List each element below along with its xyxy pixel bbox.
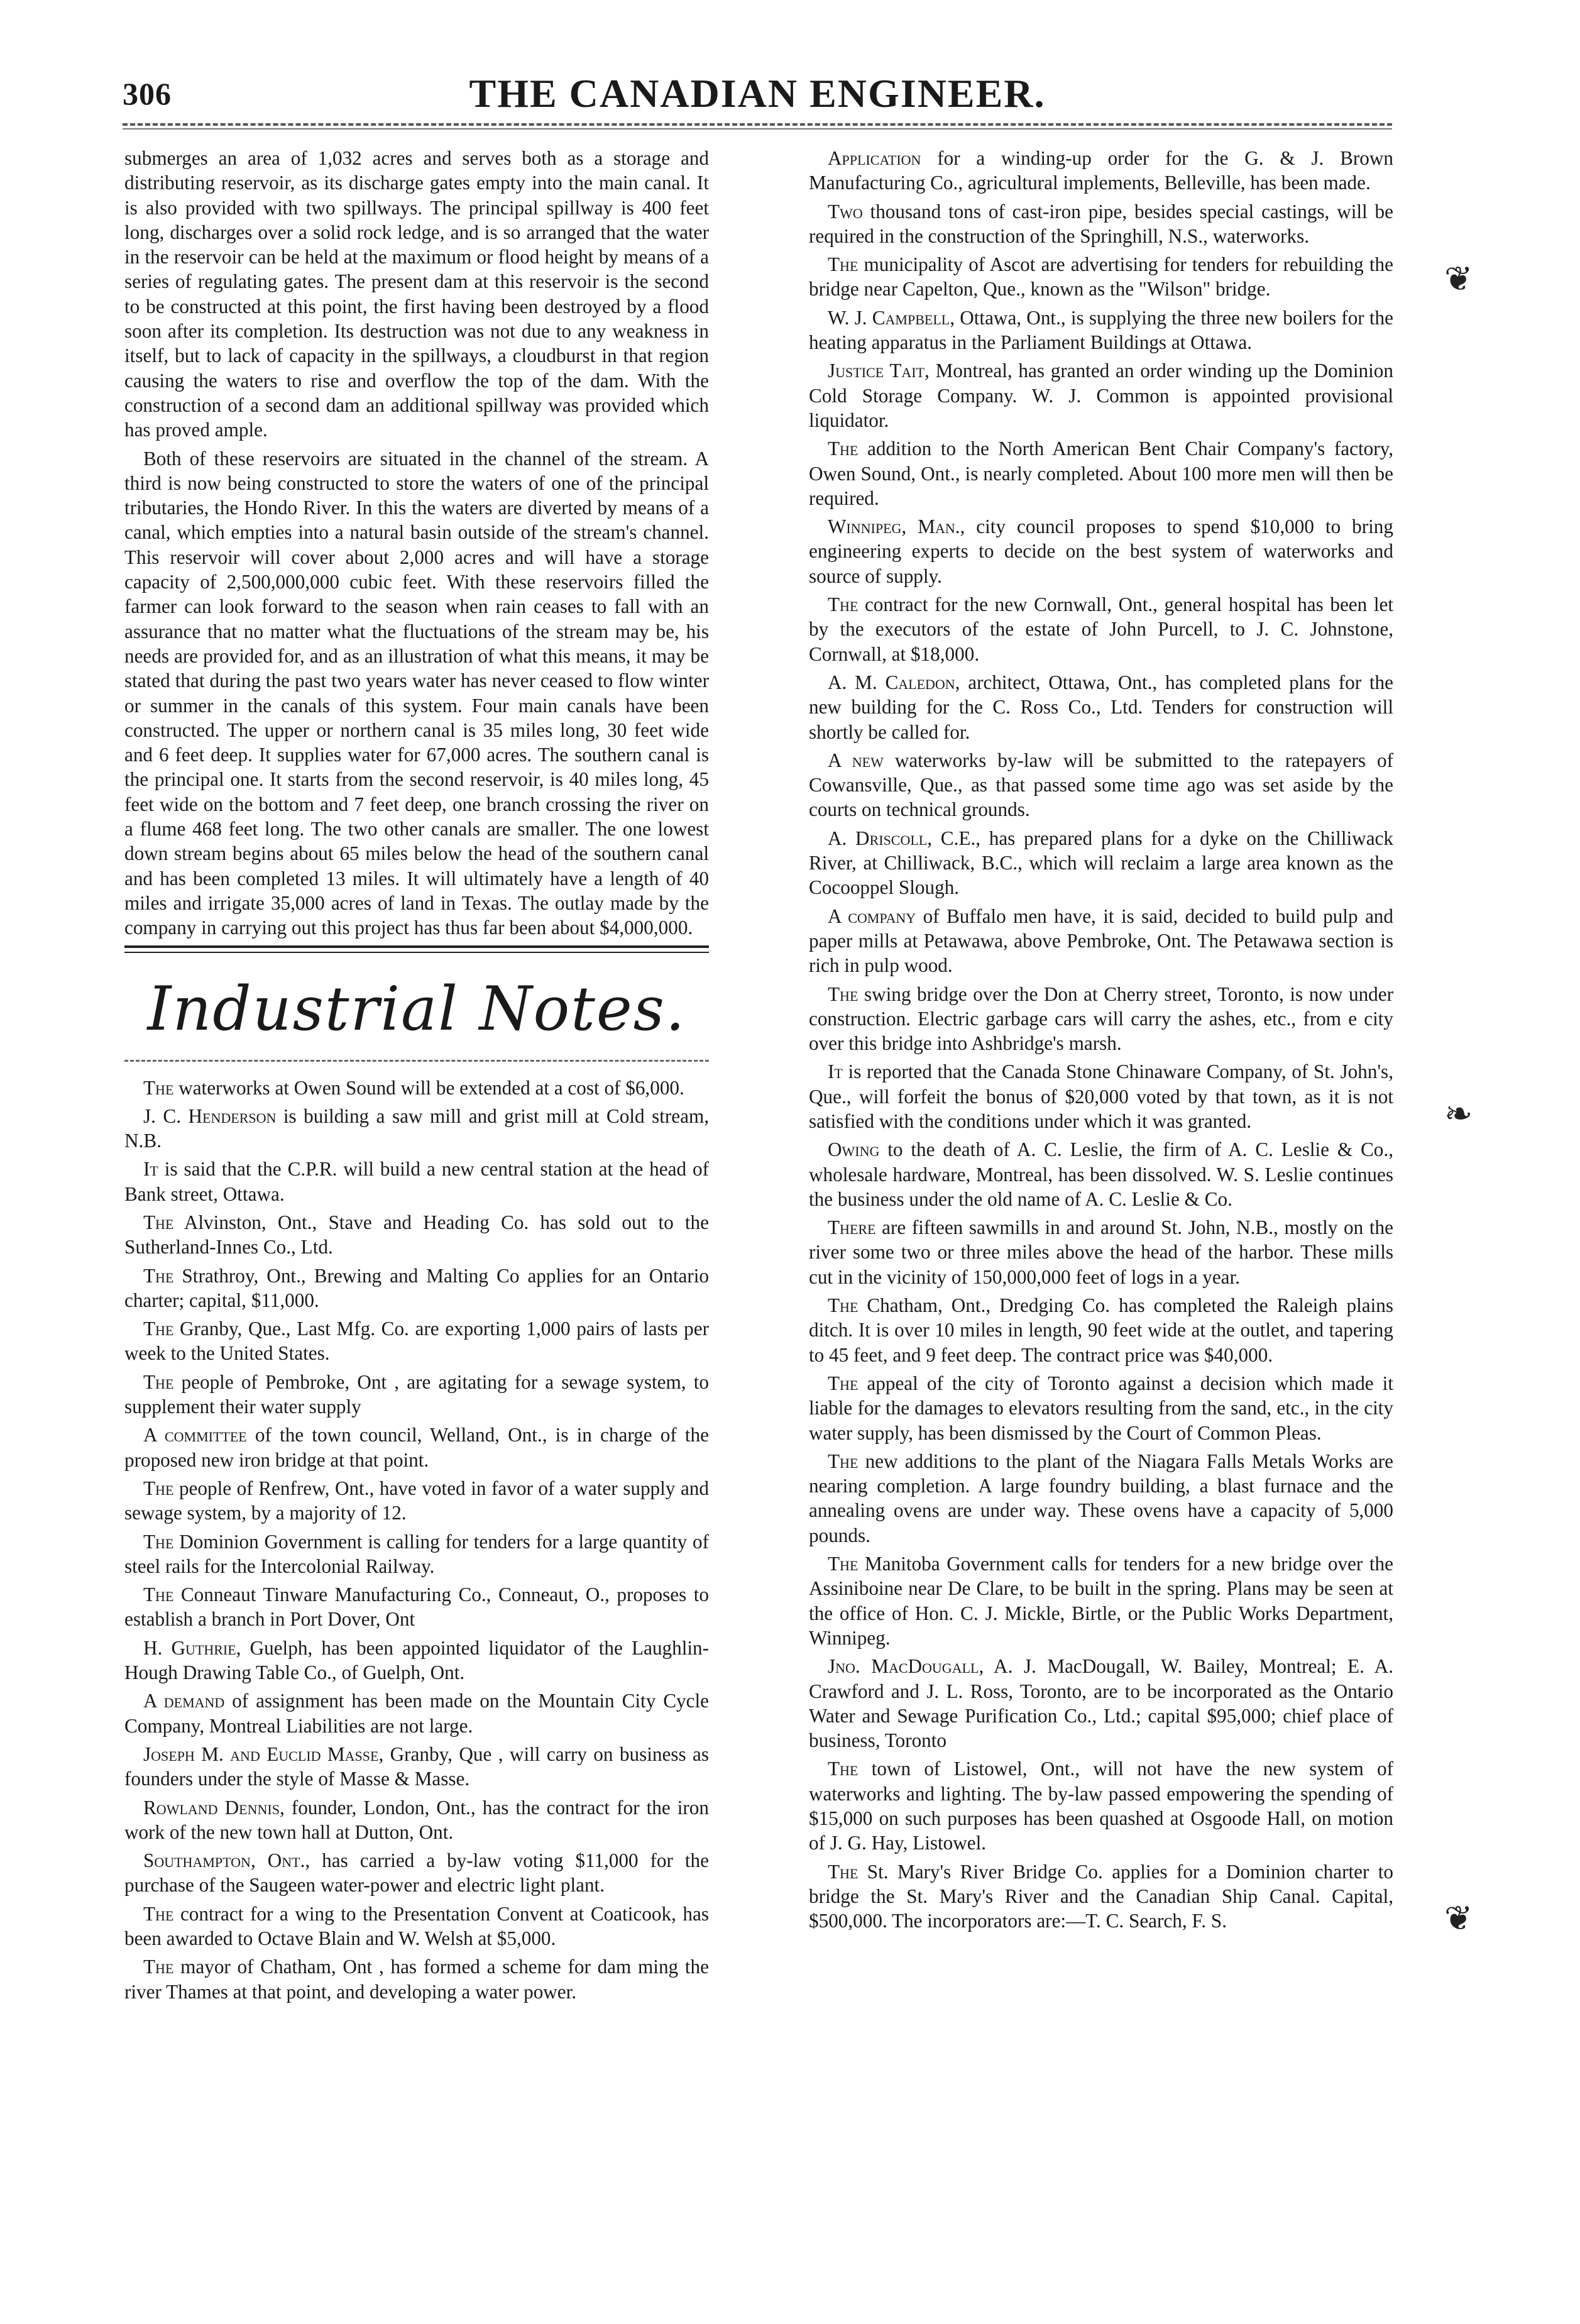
scroll-ornament-icon: ❦ <box>1444 259 1473 299</box>
note-lead: Southampton, Ont. <box>143 1849 305 1872</box>
header-rule <box>123 123 1392 126</box>
news-note <box>809 1551 1393 1650</box>
note-lead: The <box>828 438 859 460</box>
note-lead: J. C. Henderson <box>143 1104 277 1127</box>
note-lead: The <box>143 1477 174 1499</box>
news-note <box>809 436 1393 510</box>
note-lead: The <box>143 1530 174 1553</box>
article-paragraph: submerges an area of 1,032 acres and serves both as a storage and distributing reservoir, as its discharge gates empty into the main canal. It is also provided with two spillways. The principal spillway is 400 feet long, discharges over a solid rock ledge, and is so arranged that the water in the reservoir can be held at the maximum or flood height by means of a series of regulating gates. The present dam at this reservoir is the second to be constructed at this point, the first having been destroyed by a flood soon after its completion. Its destruction was not due to any weakness in itself, but to lack of capacity in the spillways, a cloudburst in that region causing the waters to rise and overflow the top of the dam. With the construction of a second dam an additional spillway was provided which has proved ample. <box>124 147 709 441</box>
news-note <box>124 1902 709 1951</box>
note-text: , city council proposes to spend $10,000 to bring engineering experts to decide on the best system of waterworks and source of supply. <box>809 515 1393 587</box>
note-text: Alvinston, Ont., Stave and Heading Co. has sold out to the Sutherland-Innes Co., Ltd. <box>124 1211 709 1258</box>
note-text: thousand tons of cast-iron pipe, besides special castings, will be required in the construction of the Springhill, N.S., waterworks. <box>809 200 1393 247</box>
news-note <box>124 1423 709 1472</box>
note-text: Granby, Que., Last Mfg. Co. are exporting 1,000 pairs of lasts per week to the United States. <box>124 1318 709 1365</box>
note-text: is building a saw mill and grist mill at Cold stream, N.B. <box>124 1104 709 1152</box>
news-note <box>809 826 1393 900</box>
section-rule <box>124 945 709 948</box>
right-column <box>809 146 1393 1937</box>
news-note <box>809 1059 1393 1133</box>
note-text: , architect, Ottawa, Ont., has completed plans for the new building for the C. Ross Co., Ltd. Tenders for construction will shortly be called for. <box>809 671 1393 743</box>
journal-title: THE CANADIAN ENGINEER. <box>469 71 1046 116</box>
note-lead: Justice Tait <box>828 360 925 382</box>
note-lead: A. M. Caledon <box>828 671 955 693</box>
news-note <box>124 1104 709 1154</box>
note-lead: The <box>143 1956 174 1978</box>
note-lead: It <box>143 1158 158 1181</box>
news-note <box>809 1215 1393 1289</box>
section-rule-thin <box>124 952 709 953</box>
section-divider <box>124 1060 709 1062</box>
note-text: appeal of the city of Toronto against a decision which made it liable for the damages to elevators resulting from the sand, etc., in the city water supply, has been dismissed by the Court of Common Pleas. <box>809 1372 1393 1444</box>
note-lead: The <box>143 1902 174 1925</box>
news-note <box>809 592 1393 666</box>
note-text: Conneaut Tinware Manufacturing Co., Conneaut, O., proposes to establish a branch in Port Dover, Ont <box>124 1583 709 1631</box>
note-text: Manitoba Government calls for tenders for a new bridge over the Assiniboine near De Clare, to be built in the spring. Plans may be seen at the office of Hon. C. J. Mickle, Birtle, or the Public Works Department, Winnipeg. <box>809 1553 1393 1649</box>
note-lead: The <box>828 1553 859 1575</box>
note-text: addition to the North American Bent Chair Company's factory, Owen Sound, Ont., is nearly completed. About 100 more men will then be required. <box>809 438 1393 509</box>
note-text: are fifteen sawmills in and around St. John, N.B., mostly on the river some two or three miles above the head of the harbor. These mills cut in the vicinity of 150,000,000 feet of logs in a year. <box>809 1216 1393 1288</box>
note-lead: The <box>143 1370 174 1393</box>
note-lead: Joseph M. and Euclid Masse <box>143 1743 379 1765</box>
note-text: to the death of A. C. Leslie, the firm of A. C. Leslie & Co., wholesale hardware, Montreal, has been dissolved. W. S. Leslie continues the business under the old name of A. C. Leslie & Co. <box>809 1138 1393 1210</box>
note-text: contract for a wing to the Presentation Convent at Coaticook, has been awarded to Octave Blain and W. Welsh at $5,000. <box>124 1902 709 1949</box>
news-note <box>809 748 1393 822</box>
industrial-notes-list <box>124 1076 709 2004</box>
note-text: of the town council, Welland, Ont., is in charge of the proposed new iron bridge at that point. <box>124 1424 709 1471</box>
note-lead: The <box>143 1318 174 1340</box>
note-lead: There <box>828 1216 876 1239</box>
news-note <box>124 1742 709 1792</box>
news-note <box>809 904 1393 978</box>
note-text: , A. J. MacDougall, W. Bailey, Montreal; E. A. Crawford and J. L. Ross, Toronto, are to be incorporated as the Ontario Water and Sewage Purification Co., Ltd.; capital $95,000; chief place of business, Toronto <box>809 1655 1393 1752</box>
news-note <box>124 1529 709 1579</box>
note-lead: A committee <box>143 1424 247 1446</box>
news-note <box>809 358 1393 432</box>
news-note <box>124 1316 709 1366</box>
note-text: new additions to the plant of the Niagara Falls Metals Works are nearing completion. A large foundry building, a blast furnace and the annealing ovens are under way. These ovens have a capacity of 5,000 pounds. <box>809 1450 1393 1546</box>
news-note <box>809 306 1393 355</box>
note-text: of assignment has been made on the Mountain City Cycle Company, Montreal Liabilities are not large. <box>124 1690 709 1737</box>
note-text: is reported that the Canada Stone Chinaware Company, of St. John's, Que., will forfeit the bonus of $20,000 voted by that town, as it is not satisfied with the conditions under which it was granted. <box>809 1060 1393 1132</box>
news-note <box>809 514 1393 588</box>
news-note <box>124 1954 709 2004</box>
news-note <box>124 1848 709 1898</box>
note-text: contract for the new Cornwall, Ont., general hospital has been let by the executors of the estate of John Purcell, to J. C. Johnstone, Cornwall, at $18,000. <box>809 593 1393 665</box>
note-text: is said that the C.P.R. will build a new central station at the head of Bank street, Ottawa. <box>124 1158 709 1205</box>
note-lead: The <box>828 253 859 276</box>
note-text: people of Pembroke, Ont , are agitating for a sewage system, to supplement their water supply <box>124 1370 709 1418</box>
note-text: , Ottawa, Ont., is supplying the three new boilers for the heating apparatus in the Parliament Buildings at Ottawa. <box>809 306 1393 354</box>
note-lead: W. J. Campbell <box>828 306 950 329</box>
news-note <box>124 1210 709 1260</box>
news-note <box>809 1756 1393 1855</box>
note-lead: Application <box>828 147 921 169</box>
news-note <box>809 252 1393 302</box>
news-note <box>809 1371 1393 1445</box>
section-title: Industrial Notes. <box>147 973 686 1044</box>
article-paragraph: Both of these reservoirs are situated in the channel of the stream. A third is now being constructed to store the waters of one of the principal tributaries, the Hondo River. In this the waters are diverted by means of a canal, which empties into a natural basin outside of the stream's channel. This reservoir will cover about 2,000 acres and will have a storage capacity of 2,500,000,000 cubic feet. With these reservoirs filled the farmer can look forward to the season when rain ceases to fall with an assurance that no matter what the fluctuations of the stream may be, his needs are provided for, and as an illustration of what this means, it may be stated that during the past two years water has never ceased to flow winter or summer in the canals of this system. Four main canals have been constructed. The upper or northern canal is 35 miles long, 30 feet wide and 6 feet deep. It supplies water for 67,000 acres. The southern canal is the principal one. It starts from the second reservoir, is 40 miles long, 45 feet wide on the bottom and 7 feet deep, one branch crossing the river on a flume 468 feet long. The two other canals are smaller. The one lowest down stream begins about 65 miles below the head of the southern canal and has been completed 13 miles. It will ultimately have a length of 40 miles and irrigate 35,000 acres of land in Texas. The outlay made by the company in carrying out this project has thus far been about $4,000,000. <box>124 447 709 939</box>
news-note <box>124 1157 709 1206</box>
news-note <box>124 1636 709 1685</box>
note-lead: The <box>828 1758 859 1780</box>
note-lead: Rowland Dennis <box>143 1796 280 1819</box>
note-lead: The <box>143 1076 174 1099</box>
note-text: people of Renfrew, Ont., have voted in favor of a water supply and sewage system, by a majority of 12. <box>124 1477 709 1524</box>
note-text: , Montreal, has granted an order winding up the Dominion Cold Storage Company. W. J. Common is appointed provisional liquidator. <box>809 360 1393 431</box>
note-lead: Owing <box>828 1138 880 1161</box>
note-text: of Buffalo men have, it is said, decided to build pulp and paper mills at Petawawa, above Pembroke, Ont. The Petawawa section is rich in pulp wood. <box>809 905 1393 977</box>
note-lead: The <box>828 593 859 616</box>
note-lead: The <box>143 1211 174 1233</box>
note-lead: A company <box>828 905 916 927</box>
news-note <box>124 1795 709 1845</box>
note-lead: A. Driscoll <box>828 827 928 849</box>
note-lead: It <box>828 1060 843 1083</box>
note-lead: The <box>828 1860 859 1883</box>
note-lead: Jno. MacDougall <box>828 1655 979 1678</box>
note-lead: A demand <box>143 1690 225 1712</box>
news-note <box>809 199 1393 249</box>
news-note <box>124 1370 709 1419</box>
note-lead: The <box>143 1264 174 1287</box>
note-text: , founder, London, Ont., has the contract for the iron work of the new town hall at Dutton, Ont. <box>124 1796 709 1843</box>
header-rule-thin <box>123 128 1392 129</box>
note-text: municipality of Ascot are advertising for tenders for rebuilding the bridge near Capelton, Que., known as the "Wilson" bridge. <box>809 253 1393 300</box>
scroll-ornament-icon: ❦ <box>1444 1898 1473 1938</box>
note-text: waterworks by-law will be submitted to the ratepayers of Cowansville, Que., as that passed some time ago was set aside by the courts on technical grounds. <box>809 749 1393 821</box>
note-text: town of Listowel, Ont., will not have the new system of waterworks and lighting. The by-law passed empowering the spending of $15,000 on such purposes has been quashed at Osgoode Hall, on motion of J. G. Hay, Listowel. <box>809 1758 1393 1854</box>
note-lead: Winnipeg, Man. <box>828 515 960 538</box>
news-note <box>124 1582 709 1632</box>
news-note <box>124 1264 709 1313</box>
note-lead: The <box>828 983 859 1005</box>
note-lead: The <box>828 1450 859 1472</box>
note-lead: A new <box>828 749 884 771</box>
page-header <box>123 70 1392 127</box>
news-note <box>124 1076 709 1100</box>
note-text: mayor of Chatham, Ont , has formed a scheme for dam ming the river Thames at that point, and developing a water power. <box>124 1956 709 2003</box>
note-text: , Granby, Que , will carry on business as founders under the style of Masse & Masse. <box>124 1743 709 1790</box>
note-text: Dominion Government is calling for tenders for a large quantity of steel rails for the Intercolonial Railway. <box>124 1530 709 1577</box>
news-note <box>809 1137 1393 1211</box>
news-note <box>809 146 1393 196</box>
page-number: 306 <box>123 76 172 111</box>
news-note <box>809 1654 1393 1753</box>
note-text: swing bridge over the Don at Cherry street, Toronto, is now under construction. Electric garbage cars will carry the ashes, etc., from e city over this bridge into Ashbridge's marsh. <box>809 983 1393 1055</box>
news-note <box>124 1688 709 1738</box>
note-lead: The <box>828 1294 859 1317</box>
note-text: , C.E., has prepared plans for a dyke on the Chilliwack River, at Chilliwack, B.C., which will reclaim a large area known as the Cocooppel Slough. <box>809 827 1393 899</box>
note-text: St. Mary's River Bridge Co. applies for a Dominion charter to bridge the St. Mary's River and the Canadian Ship Canal. Capital, $500,000. The incorporators are:—T. C. Search, F. S. <box>809 1860 1393 1932</box>
news-note <box>809 670 1393 744</box>
news-note <box>124 1476 709 1526</box>
note-text: , Guelph, has been appointed liquidator of the Laughlin-Hough Drawing Table Co., of Guelph, Ont. <box>124 1636 709 1684</box>
scroll-ornament-icon: ❧ <box>1444 1094 1473 1133</box>
note-text: Chatham, Ont., Dredging Co. has completed the Raleigh plains ditch. It is over 10 miles in length, 90 feet wide at the outlet, and tapering to 45 feet, and 9 feet deep. The contract price was $40,000. <box>809 1294 1393 1366</box>
industrial-notes-list-continued <box>809 146 1393 1933</box>
note-lead: The <box>828 1372 859 1394</box>
note-text: , has carried a by-law voting $11,000 for the purchase of the Saugeen water-power and electric light plant. <box>124 1849 709 1897</box>
note-text: Strathroy, Ont., Brewing and Malting Co applies for an Ontario charter; capital, $11,000. <box>124 1264 709 1311</box>
news-note <box>809 1859 1393 1934</box>
news-note <box>809 1293 1393 1367</box>
note-lead: H. Guthrie <box>143 1636 236 1659</box>
note-lead: Two <box>828 200 863 223</box>
note-text: for a winding-up order for the G. & J. Brown Manufacturing Co., agricultural implements, Belleville, has been made. <box>809 147 1393 194</box>
note-lead: The <box>143 1583 174 1606</box>
news-note <box>809 982 1393 1056</box>
left-column <box>124 146 709 2008</box>
note-text: waterworks at Owen Sound will be extended at a cost of $6,000. <box>173 1076 684 1099</box>
news-note <box>809 1449 1393 1548</box>
